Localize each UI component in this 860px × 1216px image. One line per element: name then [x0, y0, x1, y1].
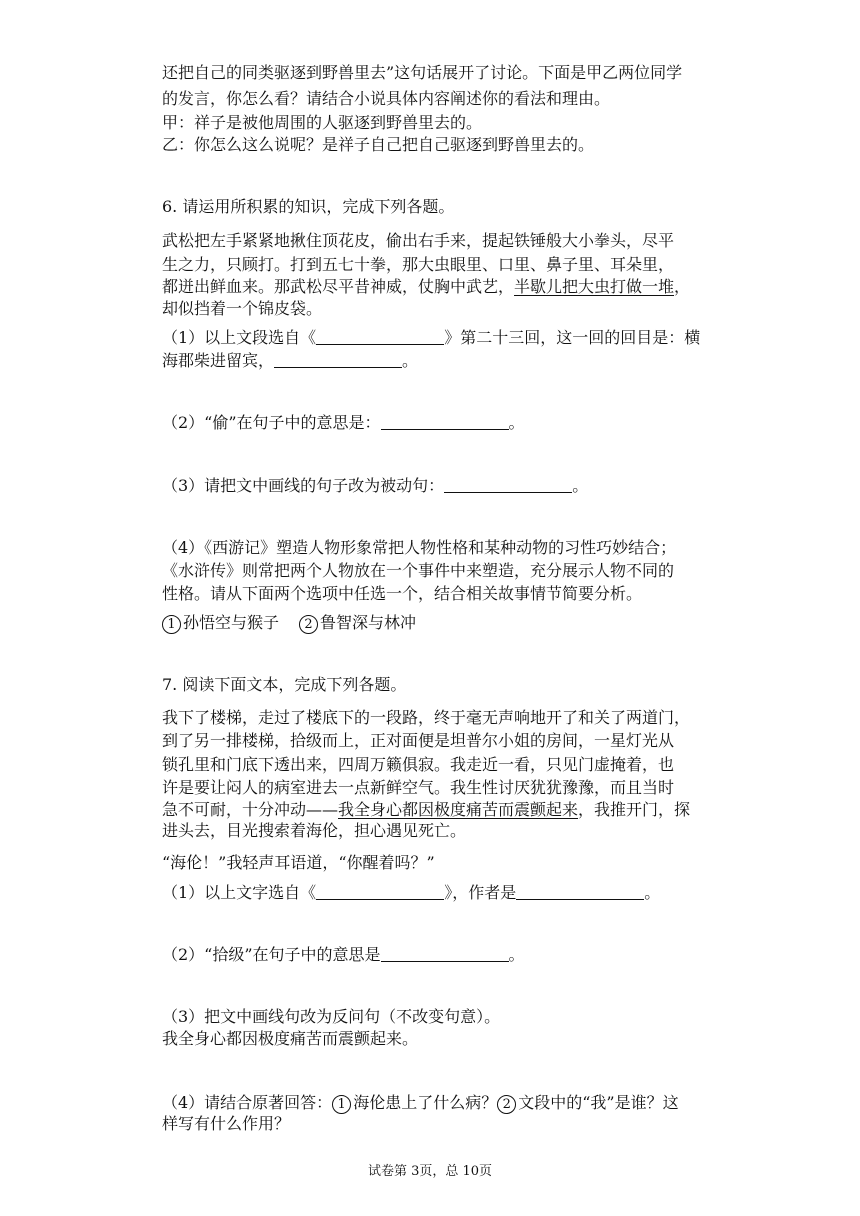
q7-passage-text-a: 急不可耐，十分冲动—— — [162, 800, 339, 819]
q7-passage-line-4: 许是要让闷人的病室进去一点新鲜空气。我生性讨厌犹犹豫豫，而且当时 — [162, 778, 675, 797]
q7-sub1-text-a: （1）以上文字选自《 — [162, 883, 317, 902]
q7-sub2-blank[interactable] — [381, 945, 509, 962]
option-2-circled-number: 2 — [299, 615, 318, 634]
q6-sub4-line-2: 《水浒传》则常把两个人物放在一个事件中来塑造，充分展示人物不同的 — [162, 561, 675, 580]
q6-sub1-line-2 — [162, 350, 418, 372]
q6-passage-line-1: 武松把左手紧紧地揪住顶花皮，偷出右手来，提起铁锤般大小拳头，尽平 — [162, 231, 675, 250]
option-1-circled-number: 1 — [162, 615, 181, 634]
q7-sub4-text-b: 海伦患上了什么病？ — [353, 1093, 498, 1112]
q6-passage-punct: ， — [674, 277, 691, 296]
q6-sub4-line-1: （4）《西游记》塑造人物形象常把人物性格和某种动物的习性巧妙结合； — [162, 538, 677, 557]
q7-sub3-line-2: 我全身心都因极度痛苦而震颤起来。 — [162, 1029, 419, 1048]
q7-sub2-end: 。 — [508, 945, 525, 964]
q7-sub1-text-b: 》，作者是 — [444, 883, 517, 902]
page-footer: 试卷第 3页，总 10页 — [367, 1164, 493, 1179]
option-2-label: 鲁智深与林冲 — [320, 613, 417, 632]
q6-sub4-line-3: 性格。请从下面两个选项中任选一个，结合相关故事情节简要分析。 — [162, 584, 643, 603]
q6-sub1-line-1 — [162, 327, 700, 349]
q6-sub1-blank-chapter[interactable] — [274, 351, 402, 368]
q6-sub3 — [162, 475, 588, 497]
q6-sub1-text-c: 海郡柴进留宾， — [162, 351, 275, 370]
intro-line-2: 的发言，你怎么看？请结合小说具体内容阐述你的看法和理由。 — [162, 89, 611, 108]
q7-sub1-end: 。 — [644, 883, 661, 902]
q6-passage-line-4: 却似挡着一个锦皮袋。 — [162, 299, 323, 318]
intro-line-3: 甲：祥子是被他周围的人驱逐到野兽里去的。 — [162, 113, 483, 132]
q6-underlined-sentence: 半歇儿把大虫打做一堆 — [514, 277, 675, 296]
intro-line-4: 乙：你怎么这么说呢？是祥子自己把自己驱逐到野兽里去的。 — [162, 135, 595, 154]
q7-sub2-text: （2）“拾级”在句子中的意思是 — [162, 945, 381, 964]
q6-sub1-blank-book[interactable] — [316, 328, 444, 345]
q7-sub4-circled-1: 1 — [332, 1095, 351, 1114]
q6-passage-line-2: 生之力，只顾打。打到五七十拳，那大虫眼里、口里、鼻子里、耳朵里， — [162, 255, 675, 274]
q7-sub4-line-1 — [162, 1092, 679, 1114]
q6-sub1-text-a: （1）以上文段选自《 — [162, 328, 317, 347]
q7-passage-line-3: 锁孔里和门底下透出来，四周万籁俱寂。我走近一看，只见门虚掩着，也 — [162, 755, 675, 774]
q7-sub2 — [162, 944, 525, 966]
q6-passage-line-3 — [162, 276, 690, 298]
q7-passage-line-2: 到了另一排楼梯，拾级而上，正对面便是坦普尔小姐的房间，一星灯光从 — [162, 731, 675, 750]
q7-passage-line-5 — [162, 799, 690, 821]
q6-sub2-end: 。 — [508, 413, 525, 432]
q7-underlined-sentence: 我全身心都因极度痛苦而震颤起来 — [338, 800, 579, 819]
q6-sub2 — [162, 412, 525, 434]
q7-sub4-text-a: （4）请结合原著回答： — [162, 1093, 333, 1112]
q6-sub3-blank[interactable] — [444, 476, 572, 493]
q6-sub3-end: 。 — [572, 476, 589, 495]
q7-sub1 — [162, 882, 660, 904]
q6-sub1-text-d: 。 — [402, 351, 419, 370]
option-1-label: 孙悟空与猴子 — [183, 613, 280, 632]
q7-sub4-circled-2: 2 — [497, 1095, 516, 1114]
q7-passage-line-1: 我下了楼梯，走过了楼底下的一段路，终于毫无声响地开了和关了两道门， — [162, 708, 691, 727]
q6-sub3-text: （3）请把文中画线的句子改为被动句： — [162, 476, 445, 495]
q6-sub2-text: （2）“偷”在句子中的意思是： — [162, 413, 381, 432]
q6-heading: 6. 请运用所积累的知识，完成下列各题。 — [162, 197, 455, 216]
q6-sub1-text-b: 》第二十三回，这一回的回目是：横 — [444, 328, 701, 347]
q7-passage-line-6: 进头去，目光搜索着海伦，担心遇见死亡。 — [162, 821, 467, 840]
q7-sub3-line-1: （3）把文中画线句改为反问句（不改变句意）。 — [162, 1007, 501, 1026]
q7-sub4-text-c: 文段中的“我”是谁？这 — [518, 1093, 679, 1112]
q6-passage-text: 都迸出鲜血来。那武松尽平昔神威，仗胸中武艺， — [162, 277, 515, 296]
intro-line-1: 还把自己的同类驱逐到野兽里去”这句话展开了讨论。下面是甲乙两位同学 — [162, 63, 683, 82]
q7-sub1-blank-author[interactable] — [516, 883, 644, 900]
q7-dialogue: “海伦！”我轻声耳语道，“你醒着吗？” — [162, 853, 435, 872]
q7-sub4-line-2: 样写有什么作用？ — [162, 1114, 291, 1133]
q7-sub1-blank-book[interactable] — [316, 883, 444, 900]
q7-passage-text-b: ，我推开门，探 — [578, 800, 691, 819]
q7-heading: 7. 阅读下面文本，完成下列各题。 — [162, 675, 407, 694]
q6-options — [162, 612, 416, 634]
q6-sub2-blank[interactable] — [381, 413, 509, 430]
